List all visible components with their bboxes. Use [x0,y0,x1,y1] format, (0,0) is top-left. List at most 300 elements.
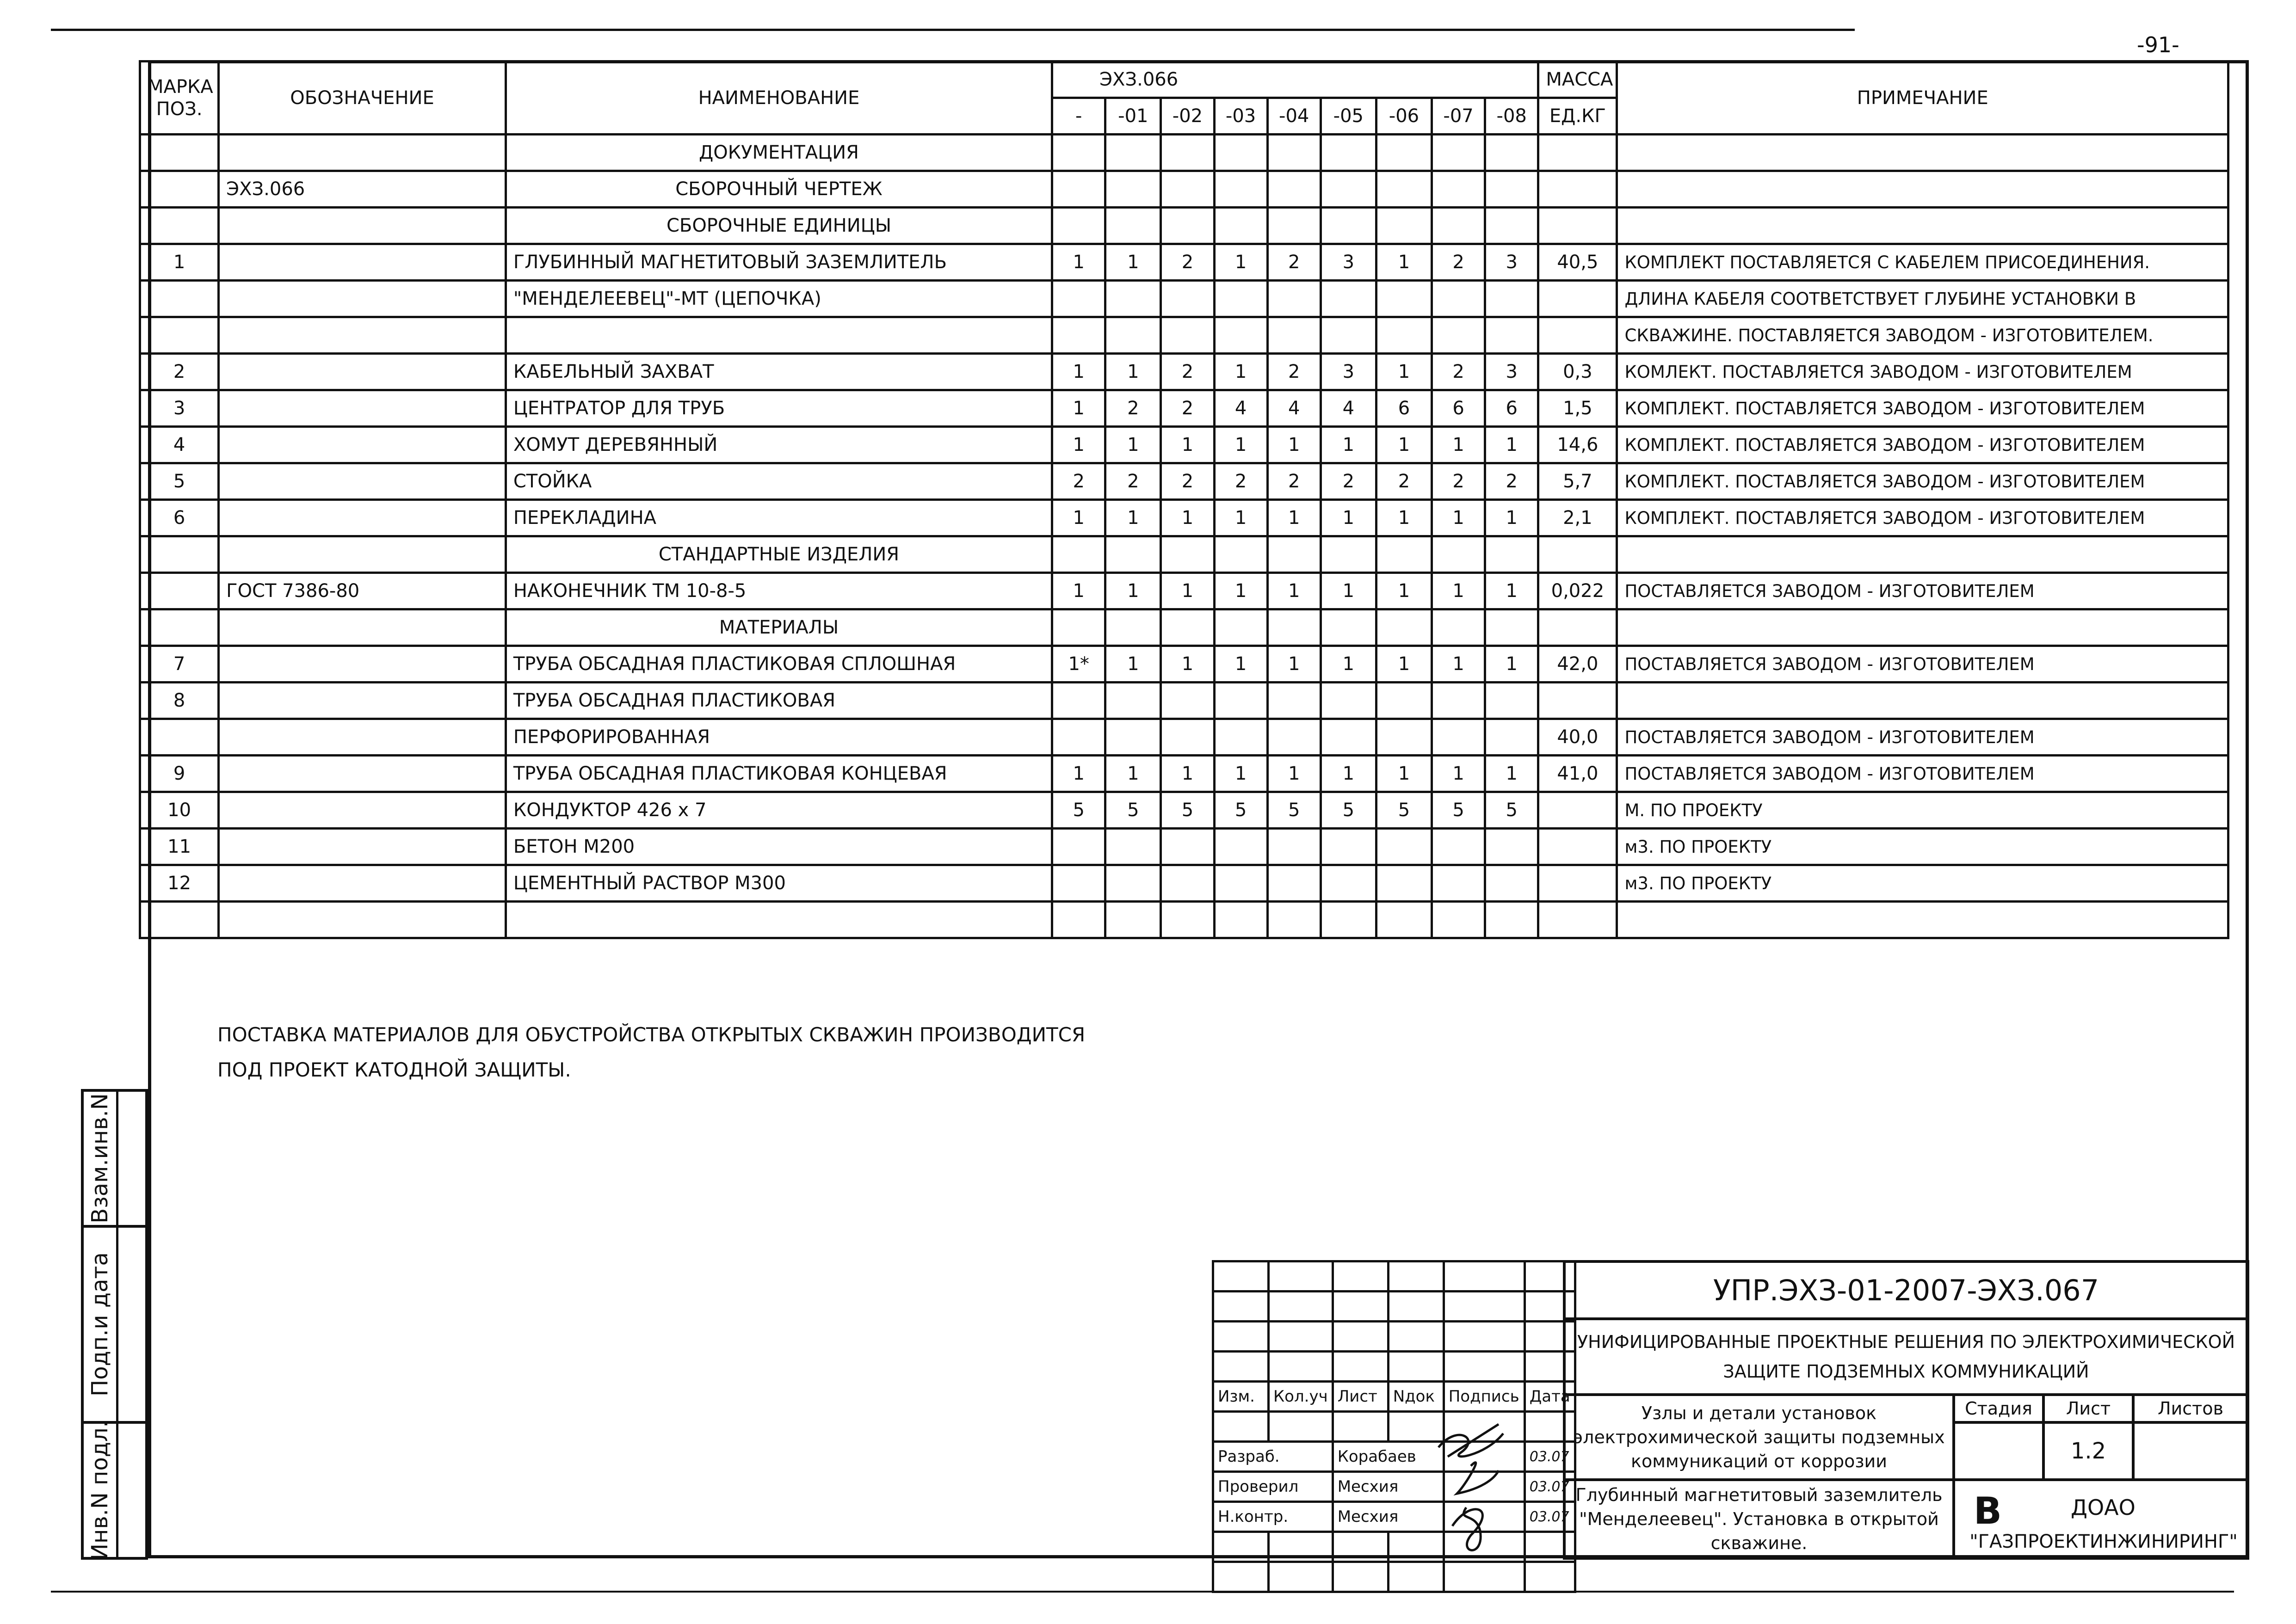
quantity-cell [1052,171,1105,208]
quantity-cell [1105,317,1161,354]
quantity-cell [1052,609,1105,646]
quantity-cell [1485,281,1538,317]
pos-cell: 4 [140,427,219,463]
quantity-cell: 5 [1161,792,1214,829]
pos-cell [140,171,219,208]
note-cell [1617,683,2228,719]
sheets-value-cell [2132,1421,2249,1481]
quantity-cell [1052,719,1105,756]
sheet-label: Лист [2066,1398,2111,1419]
quantity-cell: 2 [1267,463,1321,500]
quantity-cell [1267,317,1321,354]
organization-logo: В [1974,1489,2002,1532]
sheet-value-cell [2042,1421,2135,1481]
note-cell: ПОСТАВЛЯЕТСЯ ЗАВОДОМ - ИЗГОТОВИТЕЛЕМ [1617,719,2228,756]
spec-body [140,135,2228,938]
quantity-cell [1376,135,1432,171]
subject-line: электрохимической защиты подземных [1573,1427,1945,1447]
name-cell: МАТЕРИАЛЫ [506,609,1052,646]
doc-code-cell [1563,1260,2249,1320]
quantity-cell: 1 [1376,756,1432,792]
quantity-cell [1432,683,1485,719]
pos-cell: 9 [140,756,219,792]
note-cell: ПОСТАВЛЯЕТСЯ ЗАВОДОМ - ИЗГОТОВИТЕЛЕМ [1617,756,2228,792]
quantity-cell: 1 [1432,427,1485,463]
pos-cell: 5 [140,463,219,500]
quantity-cell: 1 [1105,573,1161,609]
quantity-cell [1267,135,1321,171]
pos-cell: 1 [140,244,219,281]
sheet-title-line: скважине. [1710,1533,1808,1553]
quantity-cell: 5 [1321,792,1376,829]
quantity-cell: 3 [1321,354,1376,390]
name-cell: "МЕНДЕЛЕЕВЕЦ"-МТ (ЦЕПОЧКА) [506,281,1052,317]
sheets-label-cell [2132,1393,2249,1424]
quantity-cell [1214,135,1267,171]
quantity-cell: 2 [1161,244,1214,281]
table-row [140,536,2228,573]
role-date: 03.07 [1524,1472,1575,1502]
note-cell [1617,135,2228,171]
quantity-cell [1267,281,1321,317]
quantity-cell: 5 [1267,792,1321,829]
quantity-cell [1485,865,1538,902]
quantity-cell: 5 [1052,792,1105,829]
quantity-cell [1376,829,1432,865]
designation-cell [219,756,506,792]
quantity-cell [1105,135,1161,171]
stage-label-cell [1952,1393,2045,1424]
name-cell: ГЛУБИННЫЙ МАГНЕТИТОВЫЙ ЗАЗЕМЛИТЕЛЬ [506,244,1052,281]
pos-cell [140,719,219,756]
quantity-cell: 5 [1485,792,1538,829]
quantity-cell [1052,829,1105,865]
quantity-cell [1376,609,1432,646]
revision-header-row [1213,1382,1575,1412]
note-cell: ДЛИНА КАБЕЛЯ СООТВЕТСТВУЕТ ГЛУБИНЕ УСТАНОВКИ В [1617,281,2228,317]
mass-cell [1538,902,1617,938]
header-designation: ОБОЗНАЧЕНИЕ [219,62,506,135]
bottom-edge-line [51,1591,2234,1593]
table-row [140,135,2228,171]
mass-cell [1538,609,1617,646]
table-row [140,244,2228,281]
pos-cell [140,317,219,354]
table-row [140,208,2228,244]
note-line: ПОД ПРОЕКТ КАТОДНОЙ ЗАЩИТЫ. [217,1058,571,1081]
quantity-cell: 5 [1432,792,1485,829]
quantity-cell [1052,317,1105,354]
note-cell [1617,536,2228,573]
designation-cell [219,536,506,573]
quantity-cell: 1 [1052,500,1105,536]
designation-cell [219,609,506,646]
variant-header-cell: -05 [1321,98,1376,135]
designation-cell [219,865,506,902]
quantity-cell: 1 [1052,573,1105,609]
quantity-cell [1214,683,1267,719]
quantity-cell: 4 [1214,390,1267,427]
note-cell: м3. ПО ПРОЕКТУ [1617,829,2228,865]
signature-scribbles [1429,1415,1517,1563]
mass-cell [1538,135,1617,171]
quantity-cell [1161,317,1214,354]
quantity-cell [1105,683,1161,719]
quantity-cell: 1 [1161,500,1214,536]
quantity-cell: 1 [1267,500,1321,536]
designation-cell [219,792,506,829]
organization-cell [1952,1478,2249,1560]
name-cell: ТРУБА ОБСАДНАЯ ПЛАСТИКОВАЯ [506,683,1052,719]
note-cell: М. ПО ПРОЕКТУ [1617,792,2228,829]
col-podpis: Подпись [1444,1382,1524,1412]
quantity-cell [1485,683,1538,719]
pos-cell [140,902,219,938]
mass-cell [1538,171,1617,208]
quantity-cell [1161,609,1214,646]
quantity-cell [1321,171,1376,208]
mass-cell [1538,865,1617,902]
spec-header [140,62,2228,135]
note-cell: КОМПЛЕКТ. ПОСТАВЛЯЕТСЯ ЗАВОДОМ - ИЗГОТОВИТЕЛЕМ [1617,390,2228,427]
quantity-cell: 1 [1376,500,1432,536]
col-izm: Изм. [1213,1382,1269,1412]
header-variant-group: ЭХЗ.066 [1052,62,1538,98]
quantity-cell: 2 [1161,390,1214,427]
quantity-cell: 1 [1321,573,1376,609]
pos-cell: 8 [140,683,219,719]
mass-cell [1538,792,1617,829]
quantity-cell: 1 [1432,646,1485,683]
designation-cell [219,902,506,938]
note-cell: КОМПЛЕКТ ПОСТАВЛЯЕТСЯ С КАБЕЛЕМ ПРИСОЕДИНЕНИЯ. [1617,244,2228,281]
mass-cell: 2,1 [1538,500,1617,536]
quantity-cell: 2 [1161,354,1214,390]
quantity-cell [1267,865,1321,902]
quantity-cell [1267,171,1321,208]
quantity-cell [1214,536,1267,573]
name-cell: СТОЙКА [506,463,1052,500]
quantity-cell: 1 [1376,244,1432,281]
mass-cell: 0,022 [1538,573,1617,609]
project-title-line: ЗАЩИТЕ ПОДЗЕМНЫХ КОММУНИКАЦИЙ [1723,1361,2089,1382]
quantity-cell [1485,829,1538,865]
designation-cell [219,427,506,463]
quantity-cell: 1 [1052,244,1105,281]
name-cell: НАКОНЕЧНИК ТМ 10-8-5 [506,573,1052,609]
quantity-cell: 2 [1321,463,1376,500]
quantity-cell [1267,208,1321,244]
quantity-cell [1161,865,1214,902]
col-ndok: Nдок [1388,1382,1444,1412]
quantity-cell [1432,171,1485,208]
quantity-cell: 2 [1376,463,1432,500]
mass-cell: 14,6 [1538,427,1617,463]
quantity-cell [1267,609,1321,646]
name-cell: ЦЕМЕНТНЫЙ РАСТВОР М300 [506,865,1052,902]
pos-cell [140,135,219,171]
quantity-cell [1485,317,1538,354]
designation-cell [219,135,506,171]
quantity-cell [1052,281,1105,317]
quantity-cell [1485,208,1538,244]
name-cell: БЕТОН М200 [506,829,1052,865]
quantity-cell: 1 [1376,427,1432,463]
quantity-cell: 1 [1052,756,1105,792]
quantity-cell: 1 [1214,427,1267,463]
quantity-cell [1321,719,1376,756]
designation-cell [219,829,506,865]
subject-cell [1563,1393,1955,1481]
quantity-cell: 1 [1376,646,1432,683]
name-cell: КАБЕЛЬНЫЙ ЗАХВАТ [506,354,1052,390]
quantity-cell [1485,135,1538,171]
stage-label: Стадия [1965,1398,2032,1419]
quantity-cell: 1 [1214,646,1267,683]
quantity-cell [1376,865,1432,902]
sheet-title-cell [1563,1478,1955,1560]
quantity-cell: 1 [1214,756,1267,792]
name-cell: ПЕРФОРИРОВАННАЯ [506,719,1052,756]
quantity-cell: 1 [1105,354,1161,390]
quantity-cell [1321,902,1376,938]
pos-cell [140,536,219,573]
sheet-value: 1.2 [2070,1438,2106,1464]
quantity-cell: 1 [1485,500,1538,536]
project-title-cell [1563,1317,2249,1396]
quantity-cell: 1 [1105,500,1161,536]
quantity-cell [1267,829,1321,865]
variant-header-cell: -06 [1376,98,1432,135]
name-cell: СБОРОЧНЫЕ ЕДИНИЦЫ [506,208,1052,244]
mass-cell: 0,3 [1538,354,1617,390]
variant-header-cell: - [1052,98,1105,135]
quantity-cell [1161,171,1214,208]
role-row [1213,1472,1575,1502]
quantity-cell: 1 [1485,646,1538,683]
quantity-cell [1105,865,1161,902]
pos-cell: 11 [140,829,219,865]
quantity-cell [1161,135,1214,171]
table-row [140,683,2228,719]
designation-cell [219,463,506,500]
quantity-cell [1485,902,1538,938]
name-cell: ПЕРЕКЛАДИНА [506,500,1052,536]
quantity-cell: 6 [1432,390,1485,427]
quantity-cell [1267,902,1321,938]
quantity-cell: 1* [1052,646,1105,683]
table-row [140,500,2228,536]
quantity-cell [1052,208,1105,244]
quantity-cell [1161,536,1214,573]
quantity-cell [1161,829,1214,865]
quantity-cell [1214,281,1267,317]
quantity-cell [1161,719,1214,756]
quantity-cell [1321,281,1376,317]
quantity-cell: 1 [1321,427,1376,463]
designation-cell [219,208,506,244]
quantity-cell [1161,683,1214,719]
quantity-cell [1214,609,1267,646]
quantity-cell: 3 [1321,244,1376,281]
pos-cell [140,609,219,646]
mass-cell [1538,829,1617,865]
stamp-inv-label: Инв.N подл. [87,1421,113,1560]
table-row [140,281,2228,317]
quantity-cell: 5 [1214,792,1267,829]
variant-header-cell: -08 [1485,98,1538,135]
pos-cell [140,208,219,244]
role-date: 03.07 [1524,1502,1575,1532]
quantity-cell: 1 [1321,646,1376,683]
note-cell [1617,171,2228,208]
quantity-cell: 1 [1485,427,1538,463]
table-row [140,865,2228,902]
pos-cell: 12 [140,865,219,902]
name-cell: СБОРОЧНЫЙ ЧЕРТЕЖ [506,171,1052,208]
quantity-cell: 1 [1052,354,1105,390]
quantity-cell: 1 [1052,390,1105,427]
sheet-label-cell [2042,1393,2135,1424]
name-cell: ДОКУМЕНТАЦИЯ [506,135,1052,171]
quantity-cell: 2 [1161,463,1214,500]
quantity-cell [1161,902,1214,938]
designation-cell [219,719,506,756]
header-mass-top: МАССА [1538,62,1617,98]
quantity-cell: 1 [1432,756,1485,792]
table-row [140,609,2228,646]
quantity-cell [1321,317,1376,354]
quantity-cell: 2 [1432,354,1485,390]
quantity-cell [1485,719,1538,756]
quantity-cell [1214,208,1267,244]
mass-cell [1538,281,1617,317]
quantity-cell [1376,208,1432,244]
table-row [140,719,2228,756]
variant-header-cell: -07 [1432,98,1485,135]
quantity-cell: 6 [1376,390,1432,427]
role-name: Месхия [1333,1472,1444,1502]
variant-header-cell: -01 [1105,98,1161,135]
organization-name: "ГАЗПРОЕКТИНЖИНИРИНГ" [1969,1531,2238,1552]
quantity-cell [1321,829,1376,865]
quantity-cell [1432,135,1485,171]
quantity-cell [1485,536,1538,573]
pos-cell: 7 [140,646,219,683]
revision-grid [1212,1260,1576,1593]
sheet-title-line: Глубинный магнетитовый заземлитель [1575,1485,1943,1505]
quantity-cell [1432,281,1485,317]
mass-cell: 40,5 [1538,244,1617,281]
quantity-cell [1267,536,1321,573]
table-row [140,792,2228,829]
quantity-cell: 2 [1105,463,1161,500]
designation-cell [219,683,506,719]
quantity-cell [1105,719,1161,756]
col-data: Дата [1524,1382,1575,1412]
quantity-cell: 1 [1161,573,1214,609]
variant-header-cell: -03 [1214,98,1267,135]
stage-value-cell [1952,1421,2045,1481]
quantity-cell: 2 [1432,244,1485,281]
signature-proveril [1457,1463,1499,1494]
role-name: Корабаев [1333,1442,1444,1472]
mass-cell [1538,317,1617,354]
table-row [140,829,2228,865]
quantity-cell: 1 [1267,573,1321,609]
spec-table [139,60,2229,939]
note-cell: ПОСТАВЛЯЕТСЯ ЗАВОДОМ - ИЗГОТОВИТЕЛЕМ [1617,646,2228,683]
quantity-cell [1214,171,1267,208]
quantity-cell: 3 [1485,244,1538,281]
note-cell: КОМПЛЕКТ. ПОСТАВЛЯЕТСЯ ЗАВОДОМ - ИЗГОТОВИТЕЛЕМ [1617,463,2228,500]
table-row [140,390,2228,427]
quantity-cell: 1 [1052,427,1105,463]
quantity-cell [1321,536,1376,573]
table-row [140,171,2228,208]
designation-cell: ГОСТ 7386-80 [219,573,506,609]
role-label: Н.контр. [1213,1502,1333,1532]
quantity-cell [1161,281,1214,317]
col-list: Лист [1333,1382,1388,1412]
quantity-cell: 1 [1432,573,1485,609]
table-row [140,756,2228,792]
designation-cell [219,390,506,427]
quantity-cell: 2 [1214,463,1267,500]
note-cell [1617,208,2228,244]
quantity-cell: 1 [1321,756,1376,792]
quantity-cell: 1 [1214,500,1267,536]
quantity-cell: 1 [1267,756,1321,792]
project-title-line: УНИФИЦИРОВАННЫЕ ПРОЕКТНЫЕ РЕШЕНИЯ ПО ЭЛЕКТРОХИМИЧЕСКОЙ [1577,1332,2235,1352]
quantity-cell: 5 [1105,792,1161,829]
subject-line: коммуникаций от коррозии [1631,1451,1887,1471]
name-cell: СТАНДАРТНЫЕ ИЗДЕЛИЯ [506,536,1052,573]
header-mass-unit: ЕД.КГ [1538,98,1617,135]
quantity-cell: 4 [1267,390,1321,427]
quantity-cell: 1 [1105,646,1161,683]
stamp-vzam-label: Взам.инв.N [87,1093,113,1224]
quantity-cell: 1 [1105,756,1161,792]
pos-cell [140,573,219,609]
quantity-cell: 2 [1267,244,1321,281]
quantity-cell [1432,609,1485,646]
note-cell: КОМПЛЕКТ. ПОСТАВЛЯЕТСЯ ЗАВОДОМ - ИЗГОТОВИТЕЛЕМ [1617,427,2228,463]
mass-cell [1538,536,1617,573]
role-label: Проверил [1213,1472,1333,1502]
sheet-title-line: "Менделеевец". Установка в открытой [1579,1509,1939,1529]
quantity-cell: 2 [1485,463,1538,500]
designation-cell [219,500,506,536]
mass-cell: 40,0 [1538,719,1617,756]
quantity-cell: 1 [1105,244,1161,281]
quantity-cell [1052,536,1105,573]
signature-razrab [1438,1424,1503,1457]
quantity-cell [1376,536,1432,573]
quantity-cell [1105,171,1161,208]
page-number: -91- [2137,32,2179,57]
quantity-cell [1267,719,1321,756]
quantity-cell: 1 [1321,500,1376,536]
quantity-cell: 1 [1485,573,1538,609]
quantity-cell [1321,135,1376,171]
table-row [140,646,2228,683]
table-row [140,902,2228,938]
name-cell: КОНДУКТОР 426 х 7 [506,792,1052,829]
quantity-cell: 1 [1161,427,1214,463]
quantity-cell [1105,829,1161,865]
designation-cell: ЭХЗ.066 [219,171,506,208]
